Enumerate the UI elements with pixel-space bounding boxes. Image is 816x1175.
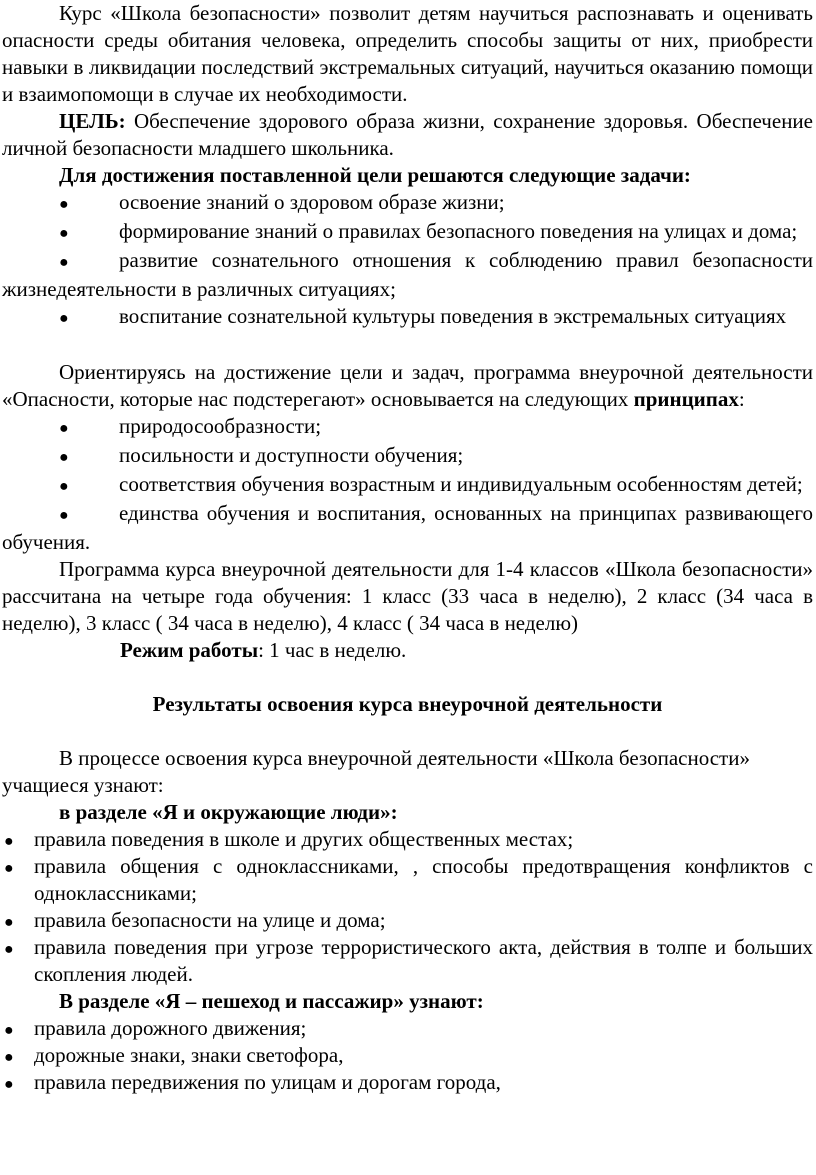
bullet-icon: ●	[59, 478, 69, 495]
list-item: ● посильности и доступности обучения;	[2, 442, 813, 471]
intro-paragraph: Курс «Школа безопасности» позволит детям научиться распознавать и оценивать опасности среды обитания человека, определить способы защиты от них, приобрести навыки в ликвидации последствий экстремальных ситуаций, научиться оказанию помощи и взаимопомощи в случае их необходимости.	[2, 1, 813, 106]
goal-paragraph	[2, 108, 813, 162]
bullet-icon: ●	[4, 941, 14, 958]
bullet-icon: ●	[4, 833, 14, 850]
spacer	[2, 664, 813, 691]
bullet-icon: ●	[59, 310, 69, 327]
list-item: ● формирование знаний о правилах безопасного поведения на улицах и дома;	[2, 218, 813, 247]
list-item: ● природосообразности;	[2, 413, 813, 442]
list-item: ● единства обучения и воспитания, основанных на принципах развивающего обучения.	[2, 501, 813, 554]
goal-label: ЦЕЛЬ:	[59, 109, 126, 133]
principles-keyword: принципах	[633, 387, 739, 411]
mode-paragraph: Режим работы: 1 час в неделю.	[120, 638, 407, 662]
results-heading: Результаты освоения курса внеурочной деятельности	[152, 692, 663, 716]
bullet-icon: ●	[59, 449, 69, 466]
bullet-icon: ●	[59, 507, 69, 524]
list-item: ● правила дорожного движения;	[2, 1015, 813, 1042]
results-intro: В процессе освоения курса внеурочной деятельности «Школа безопасности» учащиеся узнают:	[2, 746, 750, 797]
bullet-icon: ●	[4, 860, 14, 877]
list-item: ● правила общения с одноклассниками, , способы предотвращения конфликтов с одноклассниками;	[4, 854, 813, 905]
list-item: ● правила безопасности на улице и дома;	[2, 907, 813, 934]
tasks-heading: Для достижения поставленной цели решаются следующие задачи:	[59, 163, 691, 187]
bullet-icon: ●	[59, 196, 69, 213]
mode-label: Режим работы	[120, 638, 259, 662]
bullet-icon: ●	[59, 225, 69, 242]
bullet-icon: ●	[59, 420, 69, 437]
list-item: ● дорожные знаки, знаки светофора,	[2, 1042, 813, 1069]
list-item: ● воспитание сознательной культуры поведения в экстремальных ситуациях	[2, 303, 813, 332]
list-item: ● освоение знаний о здоровом образе жизни;	[2, 189, 813, 218]
bullet-icon: ●	[59, 254, 69, 271]
list-item: ● правила поведения при угрозе террористического акта, действия в толпе и больших скопления людей.	[4, 935, 813, 986]
bullet-icon: ●	[4, 914, 14, 931]
bullet-icon: ●	[4, 1049, 14, 1066]
bullet-icon: ●	[4, 1076, 14, 1093]
principles-paragraph: Ориентируясь на достижение цели и задач, программа внеурочной деятельности «Опасности, которые нас подстерегают» основывается на следующих принципах:	[2, 360, 813, 411]
bullet-icon: ●	[4, 1022, 14, 1039]
spacer	[2, 718, 813, 745]
program-paragraph: Программа курса внеурочной деятельности для 1-4 классов «Школа безопасности» рассчитана на четыре года обучения: 1 класс (33 часа в неделю), 2 класс (34 часа в неделю), 3 класс ( 34 часа в неделю), 4 класс ( 34 часа в неделю)	[2, 557, 813, 635]
list-item: ● правила передвижения по улицам и дорогам города,	[2, 1069, 813, 1096]
list-item: ● развитие сознательного отношения к соблюдению правил безопасности жизнедеятельности в различных ситуациях;	[2, 248, 813, 301]
goal-text: Обеспечение здорового образа жизни, сохранение здоровья. Обеспечение личной безопасности младшего школьника.	[2, 109, 813, 160]
section2-heading: В разделе «Я – пешеход и пассажир» узнают:	[59, 989, 484, 1013]
spacer	[2, 332, 813, 359]
section1-heading: в разделе «Я и окружающие люди»:	[59, 800, 398, 824]
list-item: ● правила поведения в школе и других общественных местах;	[2, 826, 813, 853]
list-item: ● соответствия обучения возрастным и индивидуальным особенностям детей;	[2, 471, 813, 500]
